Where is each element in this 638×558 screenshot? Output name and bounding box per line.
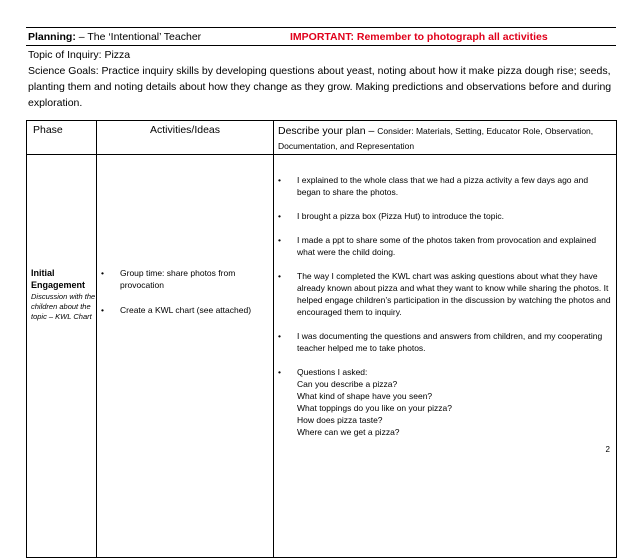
header-bar (26, 27, 616, 46)
bullet-icon: • (278, 367, 281, 377)
science-goals: Science Goals: Practice inquiry skills by developing questions about yeast, noting about how it make pizza dough rise; seeds, planting them and noting details about how they change as they grow. Making predictions and observations before and during exploration. (28, 65, 612, 109)
plan-cell (274, 155, 617, 558)
plan-text: I was documenting the questions and answers from children, and my cooperating teacher helped me to take photos. (297, 331, 603, 353)
important-notice: IMPORTANT: Remember to photograph all activities (290, 30, 548, 43)
phase-title: Initial Engagement (31, 268, 86, 290)
questions-label: Questions I asked: (297, 367, 368, 377)
question-line: Can you describe a pizza? (297, 379, 398, 389)
describe-header (274, 121, 617, 155)
bullet-icon: • (278, 235, 281, 245)
list-item (278, 210, 612, 222)
plan-text: I explained to the whole class that we had a pizza activity a few days ago and began to share the photos. (297, 175, 589, 197)
phase-subtitle: Discussion with the children about the topic – KWL Chart (31, 292, 96, 321)
phase-cell (27, 155, 97, 558)
list-item (278, 330, 612, 354)
bullet-icon: • (278, 331, 281, 341)
question-line: Where can we get a pizza? (297, 427, 400, 437)
phase-header: Phase (27, 121, 97, 155)
bullet-icon: • (101, 268, 104, 278)
plan-text: I made a ppt to share some of the photos taken from provocation and explained what were the child doing. (297, 235, 597, 257)
activity-text: Group time: share photos from provocation (120, 268, 236, 290)
list-item (278, 270, 612, 318)
table-row (27, 155, 617, 558)
question-line: What toppings do you like on your pizza? (297, 403, 452, 413)
planning-page (26, 27, 616, 558)
bullet-icon: • (278, 175, 281, 185)
planning-title: – The ‘Intentional’ Teacher (75, 30, 202, 43)
planning-label: Planning: (28, 30, 76, 43)
activities-header: Activities/Ideas (97, 121, 274, 155)
bullet-icon: • (278, 211, 281, 221)
table-header-row (27, 121, 617, 155)
describe-label: Describe your plan (278, 125, 366, 137)
bullet-icon: • (278, 271, 281, 281)
list-item (278, 234, 612, 258)
inquiry-info (26, 47, 616, 111)
bullet-icon: • (101, 305, 104, 315)
list-item (278, 366, 612, 438)
list-item (278, 174, 612, 198)
activity-text: Create a KWL chart (see attached) (120, 305, 252, 315)
list-item (101, 304, 269, 316)
plan-text: I brought a pizza box (Pizza Hut) to introduce the topic. (297, 211, 504, 221)
question-line: What kind of shape have you seen? (297, 391, 433, 401)
list-item (101, 267, 269, 291)
consider-note: Consider: Materials, Setting, Educator Role, Observation, Documentation, and Representation (278, 126, 594, 151)
topic-of-inquiry: Topic of Inquiry: Pizza (28, 49, 131, 61)
questions-block (297, 366, 452, 438)
plan-text: The way I completed the KWL chart was asking questions about what they have already known about pizza and what they want to know while sharing the photos. It helped engage children’s participation in the discussion by watching the photos and encouraged them to inquiry. (297, 271, 611, 317)
planning-heading (26, 31, 290, 43)
plan-table (26, 120, 617, 558)
activities-cell (97, 155, 274, 558)
question-line: How does pizza taste? (297, 415, 383, 425)
page-number: 2 (605, 445, 610, 454)
describe-dash: – (365, 125, 378, 137)
